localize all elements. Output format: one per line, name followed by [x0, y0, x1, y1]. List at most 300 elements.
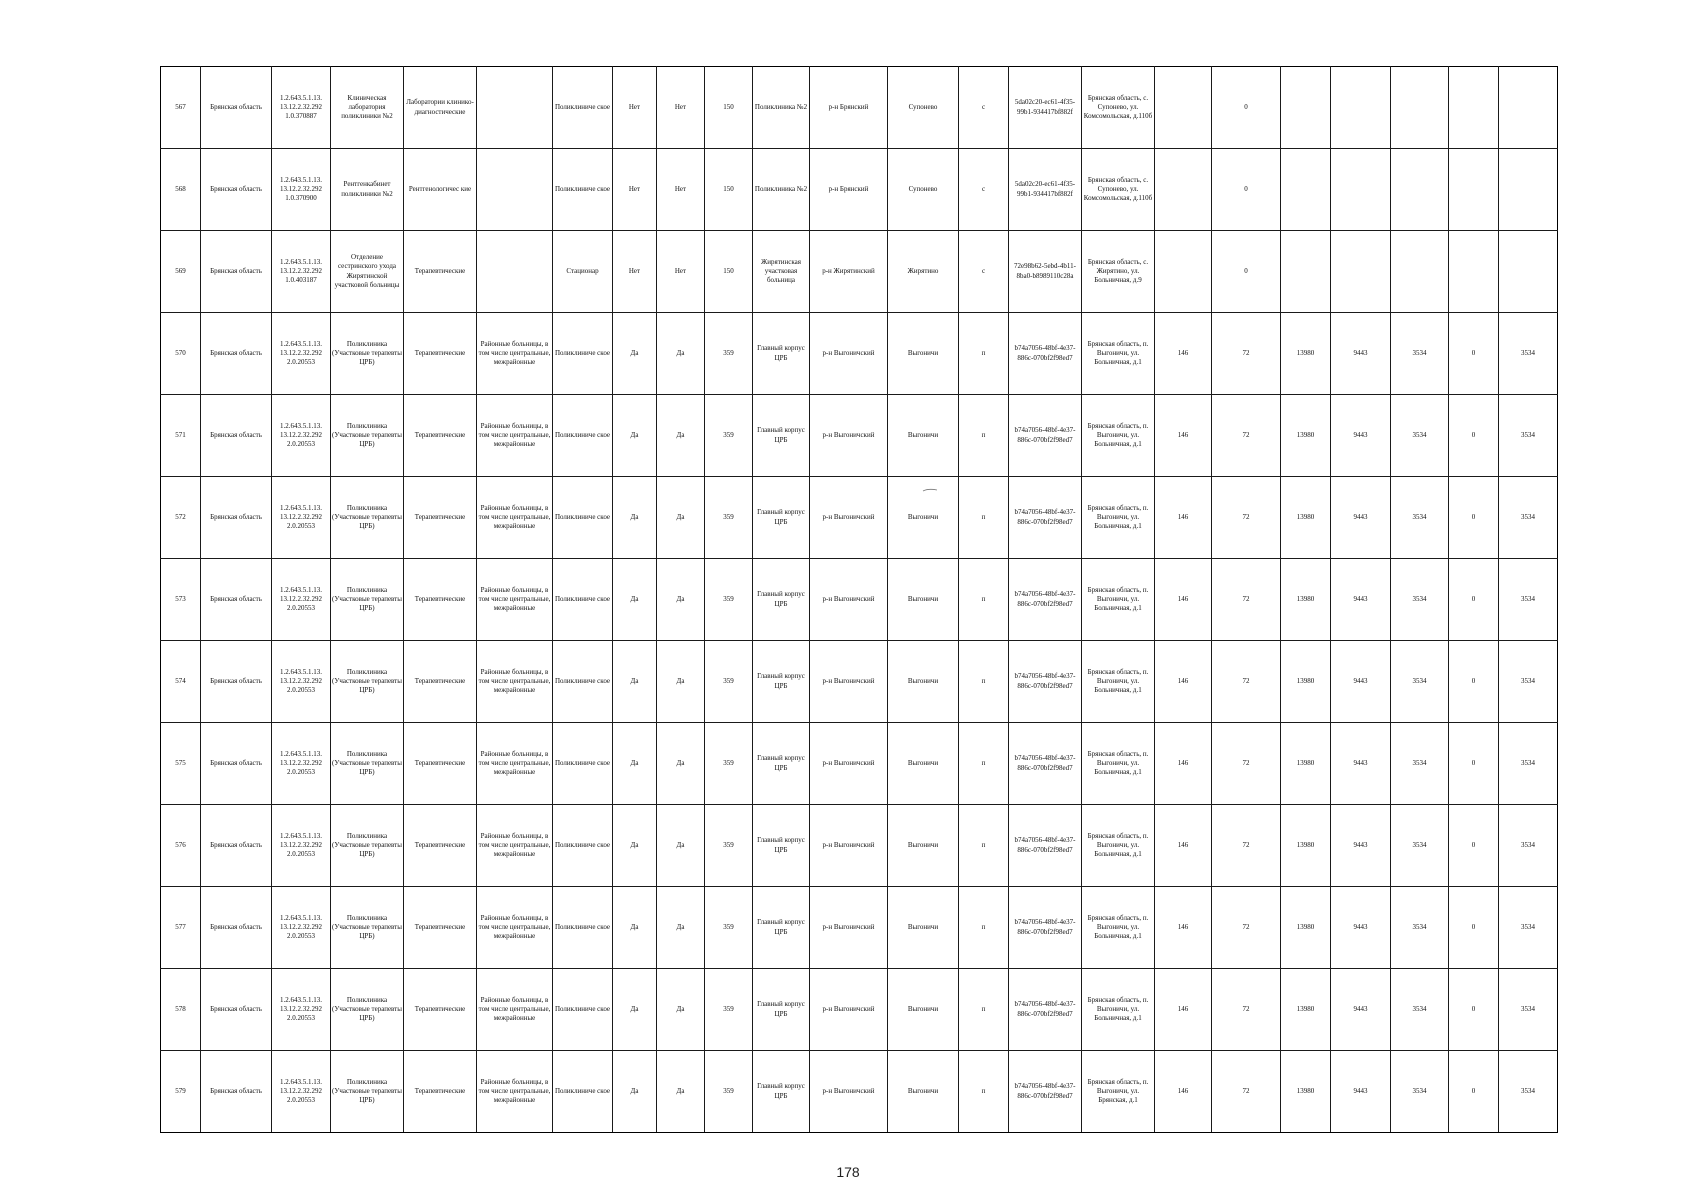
cell-department-profile: Лаборатории клинико-диагностические	[404, 67, 477, 149]
cell-row-number: 575	[161, 723, 201, 805]
cell-hospital-type: Районные больницы, в том числе центральные, межрайонные	[477, 641, 553, 723]
cell-row-number: 574	[161, 641, 201, 723]
cell-district: р-н Выгоничский	[810, 805, 888, 887]
cell-department-name: Поликлиника (Участковые терапевты ЦРБ)	[331, 969, 404, 1051]
cell-hospital-type: Районные больницы, в том числе центральные, межрайонные	[477, 969, 553, 1051]
cell-settlement-type: п	[959, 641, 1009, 723]
cell-flag-a: Нет	[613, 67, 657, 149]
cell-address: Брянская область, п. Выгоничи, ул. Больничная, д.1	[1082, 641, 1155, 723]
cell-address: Брянская область, п. Выгоничи, ул. Больничная, д.1	[1082, 313, 1155, 395]
cell-flag-b: Да	[657, 313, 705, 395]
cell-department-name: Поликлиника (Участковые терапевты ЦРБ)	[331, 477, 404, 559]
cell-department-profile: Терапевтические	[404, 969, 477, 1051]
table-row	[161, 1051, 1558, 1133]
cell-flag-b: Нет	[657, 149, 705, 231]
cell-district: р-н Выгоничский	[810, 477, 888, 559]
table-row	[161, 641, 1558, 723]
cell-num-3: 13980	[1281, 969, 1331, 1051]
cell-region: Брянская область	[201, 231, 272, 313]
table-row	[161, 477, 1558, 559]
cell-num-1: 146	[1155, 1051, 1212, 1133]
cell-settlement: Выгоничи	[888, 641, 959, 723]
cell-district: р-н Брянский	[810, 149, 888, 231]
cell-row-number: 571	[161, 395, 201, 477]
cell-num-2: 0	[1212, 231, 1281, 313]
cell-building: Главный корпус ЦРБ	[753, 969, 810, 1051]
cell-code: 150	[705, 231, 753, 313]
cell-fias-guid: b74a7056-48bf-4e37-886c-070bf2f98ed7	[1009, 641, 1082, 723]
cell-row-number: 569	[161, 231, 201, 313]
cell-oid: 1.2.643.5.1.13. 13.12.2.32.292 2.0.20553	[272, 641, 331, 723]
cell-num-4: 9443	[1331, 969, 1391, 1051]
cell-num-7: 3534	[1499, 395, 1558, 477]
cell-district: р-н Выгоничский	[810, 313, 888, 395]
cell-num-6: 0	[1449, 805, 1499, 887]
cell-flag-b: Да	[657, 887, 705, 969]
cell-oid: 1.2.643.5.1.13. 13.12.2.32.292 2.0.20553	[272, 723, 331, 805]
cell-settlement-type: п	[959, 395, 1009, 477]
cell-building: Главный корпус ЦРБ	[753, 395, 810, 477]
cell-fias-guid: b74a7056-48bf-4e37-886c-070bf2f98ed7	[1009, 395, 1082, 477]
cell-num-4	[1331, 231, 1391, 313]
cell-building: Главный корпус ЦРБ	[753, 641, 810, 723]
cell-care-condition: Поликлиниче ское	[553, 313, 613, 395]
cell-num-3: 13980	[1281, 477, 1331, 559]
cell-num-2: 0	[1212, 149, 1281, 231]
cell-num-4: 9443	[1331, 477, 1391, 559]
cell-building: Главный корпус ЦРБ	[753, 1051, 810, 1133]
cell-num-6	[1449, 67, 1499, 149]
cell-num-3: 13980	[1281, 559, 1331, 641]
cell-num-3: 13980	[1281, 723, 1331, 805]
cell-department-name: Отделение сестринского ухода Жирятинской участковой больницы	[331, 231, 404, 313]
table-row	[161, 969, 1558, 1051]
cell-settlement-type: п	[959, 559, 1009, 641]
cell-num-3: 13980	[1281, 313, 1331, 395]
cell-settlement: Выгоничи	[888, 1051, 959, 1133]
cell-num-4	[1331, 67, 1391, 149]
cell-settlement: Выгоничи	[888, 723, 959, 805]
cell-fias-guid: b74a7056-48bf-4e37-886c-070bf2f98ed7	[1009, 559, 1082, 641]
cell-num-5: 3534	[1391, 805, 1449, 887]
cell-department-name: Поликлиника (Участковые терапевты ЦРБ)	[331, 723, 404, 805]
cell-fias-guid: 5da02c20-ec61-4f35-99b1-934417bf882f	[1009, 67, 1082, 149]
cell-care-condition: Поликлиниче ское	[553, 641, 613, 723]
cell-settlement: Жирятино	[888, 231, 959, 313]
cell-hospital-type	[477, 231, 553, 313]
cell-district: р-н Выгоничский	[810, 887, 888, 969]
cell-district: р-н Выгоничский	[810, 641, 888, 723]
cell-flag-a: Да	[613, 969, 657, 1051]
cell-district: р-н Выгоничский	[810, 723, 888, 805]
cell-flag-a: Да	[613, 887, 657, 969]
cell-hospital-type: Районные больницы, в том числе центральные, межрайонные	[477, 559, 553, 641]
cell-num-7	[1499, 231, 1558, 313]
cell-department-profile: Терапевтические	[404, 313, 477, 395]
cell-fias-guid: b74a7056-48bf-4e37-886c-070bf2f98ed7	[1009, 1051, 1082, 1133]
cell-num-5	[1391, 149, 1449, 231]
cell-care-condition: Поликлиниче ское	[553, 805, 613, 887]
cell-num-5: 3534	[1391, 641, 1449, 723]
cell-num-7	[1499, 67, 1558, 149]
cell-num-3	[1281, 149, 1331, 231]
registry-table	[160, 66, 1558, 1133]
cell-num-7: 3534	[1499, 641, 1558, 723]
cell-department-name: Поликлиника (Участковые терапевты ЦРБ)	[331, 805, 404, 887]
cell-fias-guid: b74a7056-48bf-4e37-886c-070bf2f98ed7	[1009, 723, 1082, 805]
cell-oid: 1.2.643.5.1.13. 13.12.2.32.292 2.0.20553	[272, 969, 331, 1051]
cell-num-1	[1155, 67, 1212, 149]
cell-num-5: 3534	[1391, 969, 1449, 1051]
cell-settlement-type: п	[959, 313, 1009, 395]
cell-num-4	[1331, 149, 1391, 231]
cell-region: Брянская область	[201, 805, 272, 887]
cell-num-5	[1391, 67, 1449, 149]
cell-oid: 1.2.643.5.1.13. 13.12.2.32.292 1.0.403187	[272, 231, 331, 313]
cell-num-6	[1449, 231, 1499, 313]
cell-row-number: 572	[161, 477, 201, 559]
cell-fias-guid: 5da02c20-ec61-4f35-99b1-934417bf882f	[1009, 149, 1082, 231]
cell-fias-guid: 72e98b62-5ebd-4b11-8ba0-b8989110c28a	[1009, 231, 1082, 313]
cell-num-6	[1449, 149, 1499, 231]
cell-num-5: 3534	[1391, 477, 1449, 559]
cell-hospital-type	[477, 67, 553, 149]
cell-num-3: 13980	[1281, 887, 1331, 969]
cell-address: Брянская область, п. Выгоничи, ул. Больничная, д.1	[1082, 395, 1155, 477]
cell-district: р-н Выгоничский	[810, 1051, 888, 1133]
cell-oid: 1.2.643.5.1.13. 13.12.2.32.292 2.0.20553	[272, 1051, 331, 1133]
cell-row-number: 578	[161, 969, 201, 1051]
cell-building: Поликлиника №2	[753, 149, 810, 231]
cell-building: Главный корпус ЦРБ	[753, 313, 810, 395]
cell-region: Брянская область	[201, 723, 272, 805]
cell-num-7: 3534	[1499, 1051, 1558, 1133]
cell-fias-guid: b74a7056-48bf-4e37-886c-070bf2f98ed7	[1009, 805, 1082, 887]
cell-region: Брянская область	[201, 67, 272, 149]
table-row	[161, 395, 1558, 477]
cell-flag-a: Да	[613, 477, 657, 559]
cell-building: Главный корпус ЦРБ	[753, 805, 810, 887]
cell-num-3: 13980	[1281, 395, 1331, 477]
cell-num-4: 9443	[1331, 313, 1391, 395]
cell-department-profile: Терапевтические	[404, 395, 477, 477]
cell-flag-a: Да	[613, 1051, 657, 1133]
cell-address: Брянская область, п. Выгоничи, ул. Больничная, д.1	[1082, 969, 1155, 1051]
cell-num-7: 3534	[1499, 477, 1558, 559]
cell-building: Жирятинская участковая больница	[753, 231, 810, 313]
cell-department-profile: Терапевтические	[404, 477, 477, 559]
cell-num-6: 0	[1449, 1051, 1499, 1133]
cell-region: Брянская область	[201, 559, 272, 641]
cell-row-number: 567	[161, 67, 201, 149]
cell-flag-a: Нет	[613, 231, 657, 313]
page-number: 178	[836, 1164, 860, 1180]
cell-num-2: 72	[1212, 395, 1281, 477]
cell-care-condition: Стационар	[553, 231, 613, 313]
cell-code: 359	[705, 887, 753, 969]
cell-settlement-type: с	[959, 231, 1009, 313]
cell-region: Брянская область	[201, 395, 272, 477]
cell-flag-b: Нет	[657, 231, 705, 313]
cell-num-1: 146	[1155, 805, 1212, 887]
cell-settlement-type: п	[959, 477, 1009, 559]
cell-flag-b: Нет	[657, 67, 705, 149]
cell-num-5: 3534	[1391, 1051, 1449, 1133]
cell-flag-a: Да	[613, 805, 657, 887]
cell-fias-guid: b74a7056-48bf-4e37-886c-070bf2f98ed7	[1009, 969, 1082, 1051]
cell-settlement: Супонево	[888, 67, 959, 149]
cell-flag-a: Да	[613, 723, 657, 805]
cell-num-1	[1155, 149, 1212, 231]
cell-num-2: 0	[1212, 67, 1281, 149]
cell-num-2: 72	[1212, 887, 1281, 969]
cell-num-4: 9443	[1331, 641, 1391, 723]
cell-address: Брянская область, с. Супонево, ул. Комсомольская, д.110б	[1082, 149, 1155, 231]
cell-district: р-н Выгоничский	[810, 395, 888, 477]
cell-num-7: 3534	[1499, 969, 1558, 1051]
cell-hospital-type: Районные больницы, в том числе центральные, межрайонные	[477, 477, 553, 559]
cell-num-6: 0	[1449, 641, 1499, 723]
cell-row-number: 570	[161, 313, 201, 395]
cell-num-7: 3534	[1499, 723, 1558, 805]
cell-flag-b: Да	[657, 1051, 705, 1133]
cell-settlement-type: п	[959, 1051, 1009, 1133]
cell-address: Брянская область, п. Выгоничи, ул. Больничная, д.1	[1082, 805, 1155, 887]
cell-settlement-type: п	[959, 723, 1009, 805]
cell-code: 359	[705, 805, 753, 887]
cell-num-1	[1155, 231, 1212, 313]
cell-department-name: Клиническая лаборатория поликлиники №2	[331, 67, 404, 149]
table-row	[161, 67, 1558, 149]
cell-district: р-н Жирятинский	[810, 231, 888, 313]
cell-department-name: Рентгенкабинет поликлиники №2	[331, 149, 404, 231]
cell-settlement-type: с	[959, 149, 1009, 231]
cell-num-5: 3534	[1391, 723, 1449, 805]
cell-hospital-type: Районные больницы, в том числе центральные, межрайонные	[477, 805, 553, 887]
cell-num-6: 0	[1449, 887, 1499, 969]
cell-num-6: 0	[1449, 969, 1499, 1051]
cell-num-1: 146	[1155, 969, 1212, 1051]
table-row	[161, 149, 1558, 231]
cell-care-condition: Поликлиниче ское	[553, 477, 613, 559]
cell-address: Брянская область, п. Выгоничи, ул. Больничная, д.1	[1082, 723, 1155, 805]
cell-address: Брянская область, п. Выгоничи, ул. Больничная, д.1	[1082, 887, 1155, 969]
cell-region: Брянская область	[201, 887, 272, 969]
cell-care-condition: Поликлиниче ское	[553, 1051, 613, 1133]
cell-code: 150	[705, 149, 753, 231]
cell-flag-a: Нет	[613, 149, 657, 231]
cell-department-name: Поликлиника (Участковые терапевты ЦРБ)	[331, 395, 404, 477]
cell-building: Главный корпус ЦРБ	[753, 477, 810, 559]
table-row	[161, 805, 1558, 887]
cell-flag-b: Да	[657, 805, 705, 887]
cell-num-1: 146	[1155, 723, 1212, 805]
cell-region: Брянская область	[201, 477, 272, 559]
cell-flag-b: Да	[657, 395, 705, 477]
cell-row-number: 573	[161, 559, 201, 641]
cell-num-7: 3534	[1499, 887, 1558, 969]
cell-row-number: 577	[161, 887, 201, 969]
cell-row-number: 579	[161, 1051, 201, 1133]
cell-num-2: 72	[1212, 1051, 1281, 1133]
cell-code: 359	[705, 395, 753, 477]
cell-hospital-type	[477, 149, 553, 231]
cell-code: 359	[705, 969, 753, 1051]
cell-settlement: Выгоничи	[888, 887, 959, 969]
cell-district: р-н Выгоничский	[810, 559, 888, 641]
cell-department-name: Поликлиника (Участковые терапевты ЦРБ)	[331, 887, 404, 969]
cell-num-2: 72	[1212, 313, 1281, 395]
cell-num-4: 9443	[1331, 395, 1391, 477]
document-page	[160, 66, 1557, 1132]
cell-fias-guid: b74a7056-48bf-4e37-886c-070bf2f98ed7	[1009, 887, 1082, 969]
table-body	[161, 67, 1558, 1133]
cell-address: Брянская область, п. Выгоничи, ул. Больничная, д.1	[1082, 559, 1155, 641]
cell-care-condition: Поликлиниче ское	[553, 67, 613, 149]
cell-num-2: 72	[1212, 805, 1281, 887]
cell-flag-b: Да	[657, 477, 705, 559]
table-row	[161, 887, 1558, 969]
cell-num-6: 0	[1449, 559, 1499, 641]
cell-num-2: 72	[1212, 723, 1281, 805]
cell-region: Брянская область	[201, 313, 272, 395]
cell-department-name: Поликлиника (Участковые терапевты ЦРБ)	[331, 641, 404, 723]
cell-settlement: Выгоничи	[888, 395, 959, 477]
cell-num-1: 146	[1155, 313, 1212, 395]
cell-code: 359	[705, 559, 753, 641]
cell-num-3	[1281, 67, 1331, 149]
cell-num-4: 9443	[1331, 805, 1391, 887]
cell-num-4: 9443	[1331, 723, 1391, 805]
cell-flag-b: Да	[657, 641, 705, 723]
cell-flag-b: Да	[657, 969, 705, 1051]
cell-code: 359	[705, 723, 753, 805]
cell-department-profile: Терапевтические	[404, 1051, 477, 1133]
cell-department-profile: Терапевтические	[404, 805, 477, 887]
cell-num-2: 72	[1212, 559, 1281, 641]
cell-flag-a: Да	[613, 559, 657, 641]
cell-num-3	[1281, 231, 1331, 313]
cell-fias-guid: b74a7056-48bf-4e37-886c-070bf2f98ed7	[1009, 313, 1082, 395]
cell-address: Брянская область, с. Супонево, ул. Комсомольская, д.110б	[1082, 67, 1155, 149]
cell-flag-a: Да	[613, 641, 657, 723]
cell-num-6: 0	[1449, 395, 1499, 477]
table-row	[161, 313, 1558, 395]
cell-num-5: 3534	[1391, 887, 1449, 969]
cell-oid: 1.2.643.5.1.13. 13.12.2.32.292 2.0.20553	[272, 477, 331, 559]
cell-num-1: 146	[1155, 395, 1212, 477]
cell-num-2: 72	[1212, 641, 1281, 723]
cell-num-4: 9443	[1331, 559, 1391, 641]
cell-num-2: 72	[1212, 477, 1281, 559]
cell-flag-a: Да	[613, 395, 657, 477]
cell-num-4: 9443	[1331, 1051, 1391, 1133]
cell-oid: 1.2.643.5.1.13. 13.12.2.32.292 2.0.20553	[272, 805, 331, 887]
cell-num-1: 146	[1155, 887, 1212, 969]
cell-fias-guid: b74a7056-48bf-4e37-886c-070bf2f98ed7	[1009, 477, 1082, 559]
cell-flag-b: Да	[657, 559, 705, 641]
cell-row-number: 576	[161, 805, 201, 887]
cell-num-6: 0	[1449, 313, 1499, 395]
cell-region: Брянская область	[201, 1051, 272, 1133]
cell-oid: 1.2.643.5.1.13. 13.12.2.32.292 2.0.20553	[272, 887, 331, 969]
cell-num-1: 146	[1155, 477, 1212, 559]
cell-num-3: 13980	[1281, 805, 1331, 887]
cell-settlement-type: п	[959, 805, 1009, 887]
cell-building: Главный корпус ЦРБ	[753, 559, 810, 641]
cell-code: 359	[705, 477, 753, 559]
cell-hospital-type: Районные больницы, в том числе центральные, межрайонные	[477, 1051, 553, 1133]
cell-department-profile: Терапевтические	[404, 887, 477, 969]
cell-settlement-type: п	[959, 969, 1009, 1051]
cell-care-condition: Поликлиниче ское	[553, 395, 613, 477]
cell-settlement: Выгоничи	[888, 559, 959, 641]
cell-care-condition: Поликлиниче ское	[553, 887, 613, 969]
cell-address: Брянская область, п. Выгоничи, ул. Брянская, д.1	[1082, 1051, 1155, 1133]
cell-oid: 1.2.643.5.1.13. 13.12.2.32.292 2.0.20553	[272, 395, 331, 477]
cell-department-profile: Терапевтические	[404, 559, 477, 641]
table-row	[161, 559, 1558, 641]
cell-oid: 1.2.643.5.1.13. 13.12.2.32.292 1.0.370887	[272, 67, 331, 149]
cell-num-5: 3534	[1391, 395, 1449, 477]
cell-hospital-type: Районные больницы, в том числе центральные, межрайонные	[477, 887, 553, 969]
cell-region: Брянская область	[201, 641, 272, 723]
cell-region: Брянская область	[201, 149, 272, 231]
cell-hospital-type: Районные больницы, в том числе центральные, межрайонные	[477, 723, 553, 805]
cell-building: Поликлиника №2	[753, 67, 810, 149]
cell-num-5: 3534	[1391, 559, 1449, 641]
cell-num-7	[1499, 149, 1558, 231]
cell-district: р-н Выгоничский	[810, 969, 888, 1051]
cell-num-1: 146	[1155, 559, 1212, 641]
cell-address: Брянская область, п. Выгоничи, ул. Больничная, д.1	[1082, 477, 1155, 559]
cell-department-name: Поликлиника (Участковые терапевты ЦРБ)	[331, 313, 404, 395]
table-row	[161, 723, 1558, 805]
cell-care-condition: Поликлиниче ское	[553, 723, 613, 805]
cell-num-3: 13980	[1281, 641, 1331, 723]
cell-code: 359	[705, 1051, 753, 1133]
cell-num-6: 0	[1449, 477, 1499, 559]
cell-num-5	[1391, 231, 1449, 313]
cell-district: р-н Брянский	[810, 67, 888, 149]
pen-stroke-mark	[922, 488, 938, 492]
cell-hospital-type: Районные больницы, в том числе центральные, межрайонные	[477, 313, 553, 395]
cell-code: 359	[705, 313, 753, 395]
cell-care-condition: Поликлиниче ское	[553, 969, 613, 1051]
cell-oid: 1.2.643.5.1.13. 13.12.2.32.292 2.0.20553	[272, 313, 331, 395]
cell-num-1: 146	[1155, 641, 1212, 723]
cell-code: 359	[705, 641, 753, 723]
cell-num-7: 3534	[1499, 559, 1558, 641]
cell-row-number: 568	[161, 149, 201, 231]
cell-num-4: 9443	[1331, 887, 1391, 969]
cell-department-profile: Терапевтические	[404, 231, 477, 313]
cell-care-condition: Поликлиниче ское	[553, 149, 613, 231]
cell-settlement: Выгоничи	[888, 313, 959, 395]
cell-address: Брянская область, с. Жирятино, ул. Больничная, д.9	[1082, 231, 1155, 313]
cell-building: Главный корпус ЦРБ	[753, 887, 810, 969]
cell-department-profile: Терапевтические	[404, 641, 477, 723]
cell-region: Брянская область	[201, 969, 272, 1051]
cell-department-profile: Терапевтические	[404, 723, 477, 805]
cell-flag-b: Да	[657, 723, 705, 805]
cell-num-3: 13980	[1281, 1051, 1331, 1133]
cell-code: 150	[705, 67, 753, 149]
cell-settlement: Выгоничи	[888, 477, 959, 559]
cell-department-name: Поликлиника (Участковые терапевты ЦРБ)	[331, 1051, 404, 1133]
cell-care-condition: Поликлиниче ское	[553, 559, 613, 641]
cell-num-6: 0	[1449, 723, 1499, 805]
